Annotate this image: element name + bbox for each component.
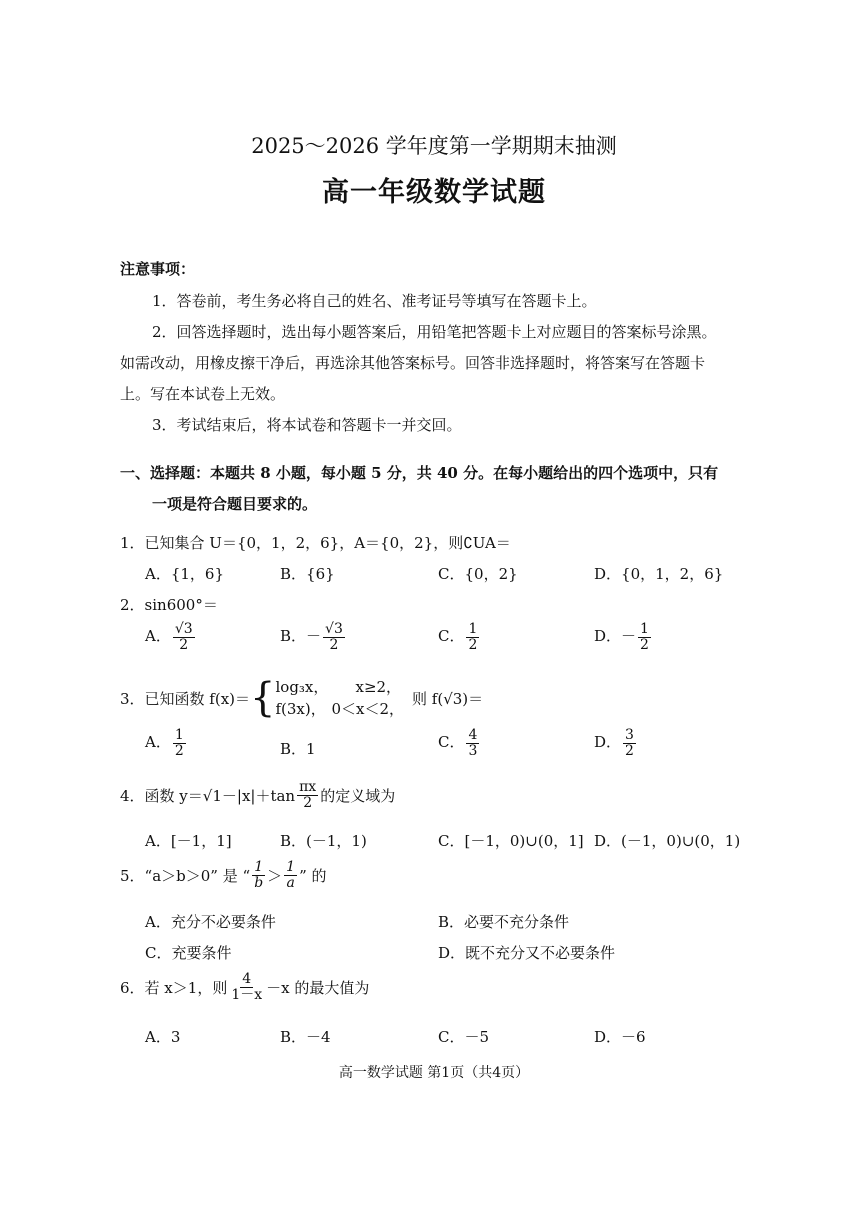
q3-a-label: A． [145, 733, 171, 752]
q3-stem-post: 则 f(√3)＝ [412, 689, 484, 708]
q5-f2-den: a [286, 874, 295, 891]
q4-stem-pre: 4．函数 y＝√1－|x|＋tan [120, 786, 296, 805]
q3-case1-cond: x≥2， [355, 678, 402, 696]
q6-frac-num: 4 [242, 971, 252, 987]
q5-f1-num: 1 [254, 859, 264, 875]
q3-c-num: 4 [468, 727, 478, 743]
q4-frac-den: 2 [303, 794, 313, 811]
q1-option-a: A．{1，6} [145, 565, 225, 583]
page-footer: 高一数学试题 第1页（共4页） [338, 1065, 530, 1081]
q2-a-num: √3 [174, 621, 193, 637]
q3-case2-expr: f(3x)， [275, 700, 326, 718]
q4-stem [120, 780, 395, 810]
q6-option-b: B．－4 [280, 1028, 331, 1046]
q2-option-d [594, 622, 653, 652]
q5-option-d: D．既不充分又不必要条件 [438, 944, 616, 962]
q3-d-num: 3 [625, 727, 634, 743]
q3-case2-cond: 0＜x＜2， [331, 700, 405, 718]
q2-b-fraction [323, 622, 345, 652]
q6-stem-post: －x 的最大值为 [266, 978, 370, 997]
q3-c-label: C． [438, 733, 465, 752]
q3-case-1 [275, 676, 404, 698]
q5-option-b: B．必要不充分条件 [438, 913, 570, 931]
q6-option-a: A．3 [145, 1028, 181, 1046]
q4-option-c: C．[－1，0)∪(0，1] [438, 832, 584, 850]
q2-c-fraction [466, 622, 479, 652]
q5-option-a: A．充分不必要条件 [145, 913, 276, 931]
q2-b-label: B．－ [280, 627, 322, 646]
q1-stem: 1．已知集合 U＝{0，1，2，6}，A＝{0，2}，则∁UA＝ [120, 534, 511, 552]
q4-option-b: B．(－1，1) [280, 832, 367, 850]
q2-option-b [280, 622, 347, 652]
q3-c-fraction [466, 728, 479, 758]
q2-d-num: 1 [640, 621, 649, 637]
note-1: 1．答卷前，考生务必将自己的姓名、准考证号等填写在答题卡上。 [152, 292, 597, 310]
q6-fraction [229, 972, 264, 1002]
q3-option-a [145, 728, 188, 758]
q2-a-label: A． [145, 627, 171, 646]
note-2-line-3: 上。写在本试卷上无效。 [120, 385, 286, 403]
q3-d-label: D． [594, 733, 622, 752]
q2-b-den: 2 [329, 636, 339, 653]
q3-a-num: 1 [174, 727, 184, 743]
q4-fraction [297, 780, 318, 810]
exam-title: 高一年级数学试题 [322, 177, 546, 208]
q3-d-fraction [623, 728, 636, 758]
q4-option-a: A．[－1，1] [145, 832, 232, 850]
note-3: 3．考试结束后，将本试卷和答题卡一并交回。 [152, 416, 462, 434]
note-2-line-1: 2．回答选择题时，选出每小题答案后，用铅笔把答题卡上对应题目的答案标号涂黑。 [152, 323, 717, 341]
q5-f2-num: 1 [286, 859, 296, 875]
q3-d-den: 2 [625, 742, 634, 759]
q3-stem-pre: 3．已知函数 f(x)＝ [120, 689, 251, 708]
q2-d-label: D．－ [594, 627, 637, 646]
q4-option-d: D．(－1，0)∪(0，1) [594, 832, 741, 850]
q5-fraction-2 [284, 860, 297, 890]
q3-a-den: 2 [174, 742, 184, 759]
q6-stem [120, 972, 369, 1002]
q1-option-d: D．{0，1，2，6} [594, 565, 724, 583]
q2-c-num: 1 [468, 621, 478, 637]
q2-a-fraction [173, 622, 195, 652]
q2-c-den: 2 [468, 636, 478, 653]
notes-heading: 注意事项： [120, 260, 196, 278]
q6-stem-pre: 6．若 x＞1，则 [120, 978, 228, 997]
q2-option-c [438, 622, 481, 652]
q5-option-c: C．充要条件 [145, 944, 232, 962]
q3-a-fraction [173, 728, 186, 758]
q5-stem [120, 860, 327, 890]
q3-option-b: B．1 [280, 740, 316, 758]
q5-gt: ＞ [267, 866, 283, 885]
q3-brace: { [250, 675, 276, 721]
q3-c-den: 3 [468, 742, 478, 759]
q3-case-2 [275, 698, 404, 720]
q3-option-d [594, 728, 638, 758]
q3-stem [120, 676, 483, 720]
q3-case1-expr: log₃x， [275, 678, 329, 696]
q6-option-c: C．－5 [438, 1028, 490, 1046]
q5-fraction-1 [252, 860, 265, 890]
q2-option-a [145, 622, 197, 652]
q5-stem-pre: 5．“a＞b＞0” 是 “ [120, 866, 251, 885]
q1-option-b: B．{6} [280, 565, 335, 583]
q2-a-den: 2 [179, 636, 189, 653]
q2-d-den: 2 [640, 636, 649, 653]
exam-subtitle: 2025～2026 学年度第一学期期末抽测 [251, 134, 617, 158]
q5-f1-den: b [254, 874, 264, 891]
q6-frac-den: 1－x [231, 986, 263, 1003]
q2-stem: 2．sin600°＝ [120, 596, 218, 614]
q4-frac-num: πx [299, 779, 317, 795]
q3-option-c [438, 728, 481, 758]
section-1-heading-cont: 一项是符合题目要求的。 [152, 495, 318, 513]
note-2-line-2: 如需改动，用橡皮擦干净后，再选涂其他答案标号。回答非选择题时，将答案写在答题卡 [120, 354, 706, 372]
section-1-heading: 一、选择题：本题共 8 小题，每小题 5 分，共 40 分。在每小题给出的四个选项中，只有 [120, 464, 719, 482]
q6-option-d: D．－6 [594, 1028, 646, 1046]
q4-stem-post: 的定义域为 [320, 786, 396, 805]
q2-d-fraction [638, 622, 651, 652]
q2-c-label: C． [438, 627, 465, 646]
q1-option-c: C．{0，2} [438, 565, 518, 583]
q2-b-num: √3 [325, 621, 343, 637]
q3-cases [275, 676, 404, 720]
q5-stem-post: ” 的 [299, 866, 327, 885]
